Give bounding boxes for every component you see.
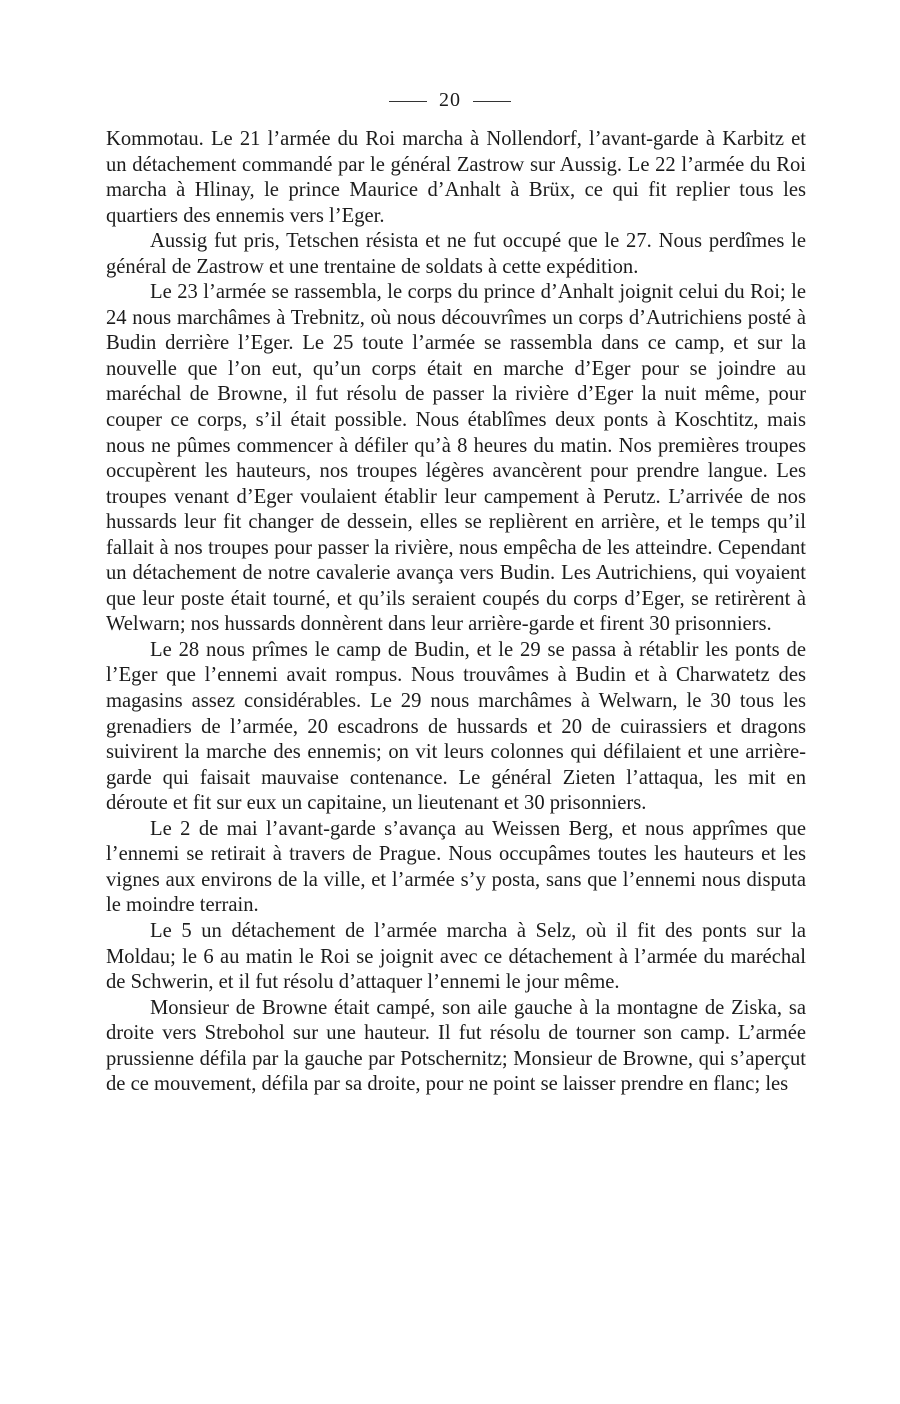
page-number: 20 [439,89,461,111]
paragraph-le-23: Le 23 l’armée se rassembla, le corps du prince d’Anhalt joignit celui du Roi; le 24 nous marchâmes à Trebnitz, où nous découvrîmes un corps d’Autrichiens posté à Budin derrière l’Eger. Le 25 toute l’armée se rassembla dans ce camp, et sur la nouvelle que l’on eut, qu’un corps était en marche d’Eger pour se joindre au maréchal de Browne, il fut résolu de passer la rivière d’Eger la nuit même, pour couper ce corps, s’il était possible. Nous établîmes deux ponts à Koschtitz, mais nous ne pûmes commencer à défiler qu’à 8 heures du matin. Nos premières troupes occupèrent les hauteurs, nos troupes légères avancèrent pour prendre langue. Les troupes venant d’Eger voulaient établir leur campement à Perutz. L’arrivée de nos hussards leur fit changer de dessein, elles se replièrent en arrière, et le temps qu’il fallait à nos troupes pour passer la rivière, nous empêcha de les atteindre. Cependant un détachement de notre cavalerie avança vers Budin. Les Autrichiens, qui voyaient que leur poste était tourné, et qu’ils seraient coupés du corps d’Eger, se retirèrent à Welwarn; nos hussards donnèrent dans leur arrière-garde et firent 30 prisonniers. [106,281,806,636]
paragraph-aussig: Aussig fut pris, Tetschen résista et ne fut occupé que le 27. Nous perdîmes le général de Zastrow et une trentaine de soldats à cette expédition. [106,230,806,278]
paragraph-continued: Kommotau. Le 21 l’armée du Roi marcha à Nollendorf, l’avant-garde à Karbitz et un détachement commandé par le général Zastrow sur Aussig. Le 22 l’armée du Roi marcha à Hlinay, le prince Maurice d’Anhalt à Brüx, ce qui fit replier tous les quartiers des ennemis vers l’Eger. [106,128,806,227]
header-rule-right [473,101,511,102]
paragraph-le-28: Le 28 nous prîmes le camp de Budin, et le 29 se passa à rétablir les ponts de l’Eger que l’ennemi avait rompus. Nous trouvâmes à Budin et à Charwatetz des magasins assez considérables. Le 29 nous marchâmes à Welwarn, le 30 tous les grenadiers de l’armée, 20 escadrons de hussards et 20 de cuirassiers et dragons suivirent la marche des ennemis; on vit leurs colonnes qui défilaient et une arrière-garde qui faisait mauvaise contenance. Le général Zieten l’attaqua, les mit en déroute et fit sur eux un capitaine, un lieutenant et 30 prisonniers. [106,638,806,815]
paragraph-le-2-mai: Le 2 de mai l’avant-garde s’avança au Weissen Berg, et nous apprîmes que l’ennemi se retirait à travers de Prague. Nous occupâmes toutes les hauteurs et les vignes aux environs de la ville, et l’armée s’y posta, sans que l’ennemi nous disputa le moindre terrain. [106,817,806,917]
page-header [0,88,900,112]
header-rule-left [389,101,427,102]
paragraph-browne: Monsieur de Browne était campé, son aile gauche à la montagne de Ziska, sa droite vers Strebohol sur une hauteur. Il fut résolu de tourner son camp. L’armée prussienne défila par la gauche par Potschernitz; Monsieur de Browne, qui s’aperçut de ce mouvement, défila par sa droite, pour ne point se laisser prendre en flanc; les [106,996,806,1096]
body-text [106,127,806,1098]
paragraph-le-5: Le 5 un détachement de l’armée marcha à Selz, où il fit des ponts sur la Moldau; le 6 au matin le Roi se joignit avec ce détachement à l’armée du maréchal de Schwerin, et il fut résolu d’attaquer l’ennemi le jour même. [106,919,806,994]
